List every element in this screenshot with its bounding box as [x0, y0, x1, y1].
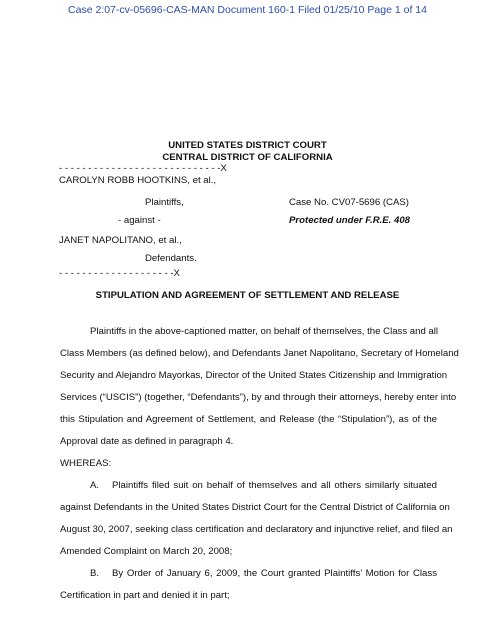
document-title: STIPULATION AND AGREEMENT OF SETTLEMENT AND RELEASE	[95, 290, 400, 301]
para-a-line-last: Amended Complaint on March 20, 2008;	[60, 546, 233, 557]
plaintiff-name: CAROLYN ROBB HOOTKINS, et al.,	[59, 175, 217, 186]
court-name: UNITED STATES DISTRICT COURT	[168, 140, 327, 151]
intro-line-last: Approval date as defined in paragraph 4.	[60, 436, 234, 447]
para-b-line: By Order of January 6, 2009, the Court granted Plaintiffs’ Motion for Class	[112, 568, 437, 579]
para-a-line: against Defendants in the United States District Court for the Central District of California on	[60, 502, 450, 513]
para-a-line: August 30, 2007, seeking class certification and declaratory and injunctive relief, and filed an	[60, 524, 453, 535]
para-b-line-last: Certification in part and denied it in part;	[60, 590, 230, 601]
intro-line: Services (“USCIS”) (together, “Defendants”), by and through their attorneys, hereby enter into	[60, 392, 457, 403]
para-a-label: A.	[90, 480, 100, 491]
intro-line: Plaintiffs in the above-captioned matter, on behalf of themselves, the Class and all	[90, 326, 439, 337]
against-label: - against -	[118, 215, 161, 226]
protected-notice: Protected under F.R.E. 408	[289, 215, 411, 226]
para-a-line: Plaintiffs filed suit on behalf of themselves and all others similarly situated	[112, 480, 437, 491]
filing-header: Case 2:07-cv-05696-CAS-MAN Document 160-1 Filed 01/25/10 Page 1 of 14	[68, 4, 427, 16]
intro-line: Class Members (as defined below), and Defendants Janet Napolitano, Secretary of Homeland	[60, 348, 459, 359]
defendants-label: Defendants.	[145, 253, 197, 264]
caption-rule-bottom: - - - - - - - - - - - - - - - - - - - -X	[59, 268, 180, 279]
plaintiffs-label: Plaintiffs,	[145, 197, 184, 208]
caption-rule-top: - - - - - - - - - - - - - - - - - - - - - - - - - - - -X	[59, 163, 227, 174]
intro-line: Security and Alejandro Mayorkas, Director of the United States Citizenship and Immigration	[60, 370, 448, 381]
whereas-heading: WHEREAS:	[60, 458, 112, 469]
para-b-label: B.	[90, 568, 100, 579]
defendant-name: JANET NAPOLITANO, et al.,	[59, 235, 182, 246]
court-district: CENTRAL DISTRICT OF CALIFORNIA	[162, 152, 333, 163]
case-number: Case No. CV07-5696 (CAS)	[289, 197, 409, 208]
intro-line: this Stipulation and Agreement of Settlement, and Release (the “Stipulation”), as of the	[60, 414, 437, 425]
